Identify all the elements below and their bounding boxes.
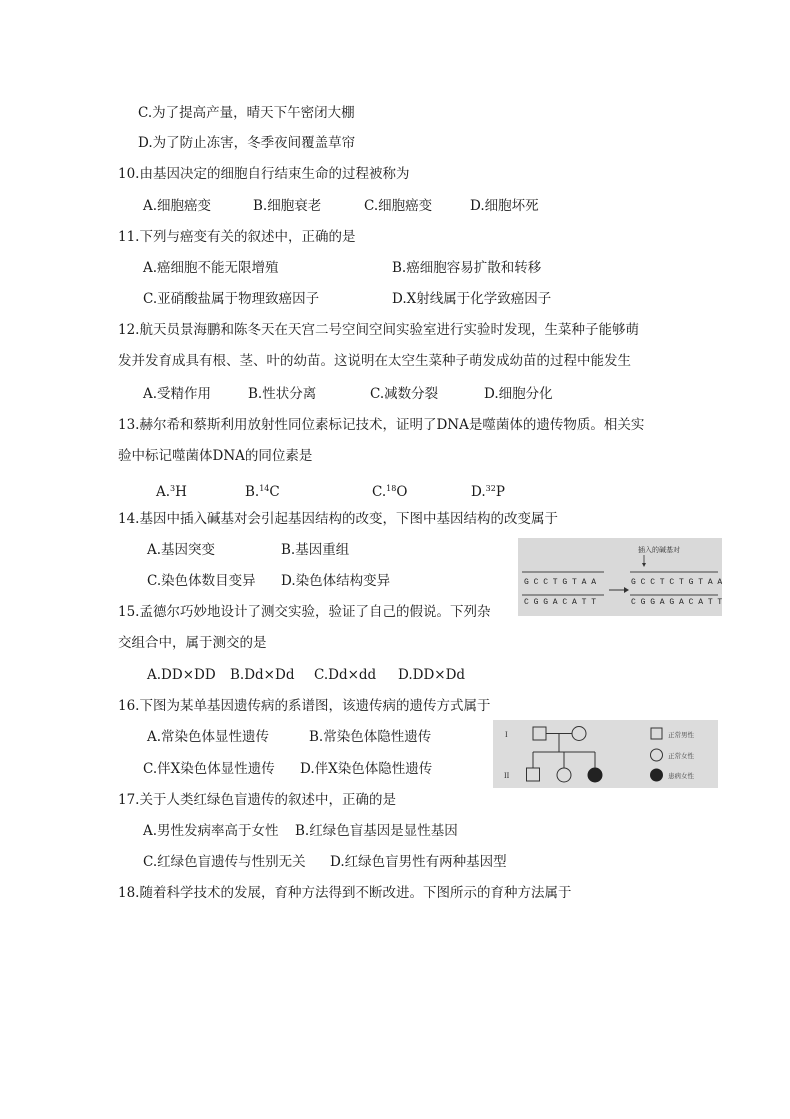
- q10-option-b: B.细胞衰老: [253, 198, 322, 214]
- q13-stem-line2: 验中标记噬菌体DNA的同位素是: [118, 448, 313, 464]
- q9-option-d: D.为了防止冻害，冬季夜间覆盖草帘: [138, 135, 356, 151]
- q11-option-b: B.癌细胞容易扩散和转移: [392, 260, 542, 276]
- q12-option-c: C.减数分裂: [370, 386, 439, 402]
- q15-option-d: D.DD×Dd: [398, 667, 466, 683]
- q14-option-a: A.基因突变: [147, 542, 216, 558]
- q13-option-c: C.$^{18}$O: [372, 484, 408, 500]
- q11-option-d: D.X射线属于化学致癌因子: [392, 291, 552, 307]
- legend-square-icon: [651, 728, 662, 739]
- q16-option-d: D.伴X染色体隐性遗传: [300, 761, 433, 777]
- q15-stem-line2: 交组合中，属于测交的是: [118, 635, 267, 651]
- legend-normal-female: 正常女性: [668, 753, 694, 760]
- generation-i-label: I: [505, 730, 508, 739]
- generation-ii-label: II: [504, 771, 510, 780]
- q14-stem: 14.基因中插入碱基对会引起基因结构的改变，下图中基因结构的改变属于: [118, 511, 558, 527]
- q16-option-b: B.常染色体隐性遗传: [309, 729, 432, 745]
- gen2-normal-male-icon: [527, 768, 540, 781]
- inserted-base-pair-label: 插入的碱基对: [638, 547, 680, 554]
- gen2-affected-female-icon: [588, 768, 602, 782]
- q10-option-c: C.细胞癌变: [364, 198, 433, 214]
- q13-option-b: B.$^{14}$C: [245, 484, 280, 500]
- legend-filled-circle-icon: [651, 769, 663, 781]
- q17-option-c: C.红绿色盲遗传与性别无关: [143, 854, 306, 870]
- gen2-normal-female-icon: [557, 768, 571, 782]
- q10-stem: 10.由基因决定的细胞自行结束生命的过程被称为: [118, 166, 410, 182]
- legend-circle-icon: [651, 749, 663, 761]
- q16-stem: 16.下图为某单基因遗传病的系谱图，该遗传病的遗传方式属于: [118, 698, 491, 714]
- right-top-strand: G C C T C T G T A A: [631, 578, 722, 587]
- q17-stem: 17.关于人类红绿色盲遗传的叙述中，正确的是: [118, 792, 396, 808]
- q15-option-a: A.DD×DD: [147, 667, 216, 683]
- left-top-strand: G C C T G T A A: [524, 578, 597, 587]
- q15-stem-line1: 15.孟德尔巧妙地设计了测交实验，验证了自己的假说。下列杂: [118, 604, 491, 620]
- dna-insertion-figure: [518, 538, 722, 616]
- q11-option-a: A.癌细胞不能无限增殖: [143, 260, 279, 276]
- q13-option-a: A.$^3$H: [156, 484, 187, 500]
- q17-option-d: D.红绿色盲男性有两种基因型: [330, 854, 507, 870]
- q18-stem: 18.随着科学技术的发展，育种方法得到不断改进。下图所示的育种方法属于: [118, 885, 572, 901]
- q12-option-a: A.受精作用: [143, 386, 212, 402]
- q13-option-d: D.$^{32}$P: [471, 484, 505, 500]
- q17-option-b: B.红绿色盲基因是显性基因: [295, 823, 458, 839]
- q14-option-b: B.基因重组: [281, 542, 350, 558]
- q11-option-c: C.亚硝酸盐属于物理致癌因子: [143, 291, 320, 307]
- q15-option-c: C.Dd×dd: [314, 667, 377, 683]
- legend-affected-female: 患病女性: [668, 773, 694, 780]
- q11-stem: 11.下列与癌变有关的叙述中，正确的是: [118, 229, 356, 245]
- pedigree-figure: [493, 720, 718, 788]
- q12-option-b: B.性状分离: [248, 386, 317, 402]
- q13-stem-line1: 13.赫尔希和蔡斯利用放射性同位素标记技术，证明了DNA是噬菌体的遗传物质。相关实: [118, 417, 645, 433]
- q16-option-a: A.常染色体显性遗传: [147, 729, 270, 745]
- gen1-normal-male-icon: [533, 727, 546, 740]
- q15-option-b: B.Dd×Dd: [230, 667, 295, 683]
- q12-stem-line2: 发并发育成具有根、茎、叶的幼苗。这说明在太空生菜种子萌发成幼苗的过程中能发生: [118, 353, 631, 369]
- q12-option-d: D.细胞分化: [484, 386, 553, 402]
- q9-option-c: C.为了提高产量，晴天下午密闭大棚: [138, 105, 355, 121]
- q14-option-d: D.染色体结构变异: [281, 573, 391, 589]
- q10-option-a: A.细胞癌变: [143, 198, 212, 214]
- right-bottom-strand: C G G A G A C A T T: [631, 598, 722, 607]
- gen1-normal-female-icon: [572, 727, 586, 741]
- q10-option-d: D.细胞坏死: [470, 198, 539, 214]
- q12-stem-line1: 12.航天员景海鹏和陈冬天在天宫二号空间空间实验室进行实验时发现，生菜种子能够萌: [118, 322, 639, 338]
- q17-option-a: A.男性发病率高于女性: [143, 823, 279, 839]
- q14-option-c: C.染色体数目变异: [147, 573, 256, 589]
- left-bottom-strand: C G G A C A T T: [524, 598, 597, 607]
- legend-normal-male: 正常男性: [668, 732, 694, 739]
- q16-option-c: C.伴X染色体显性遗传: [143, 761, 275, 777]
